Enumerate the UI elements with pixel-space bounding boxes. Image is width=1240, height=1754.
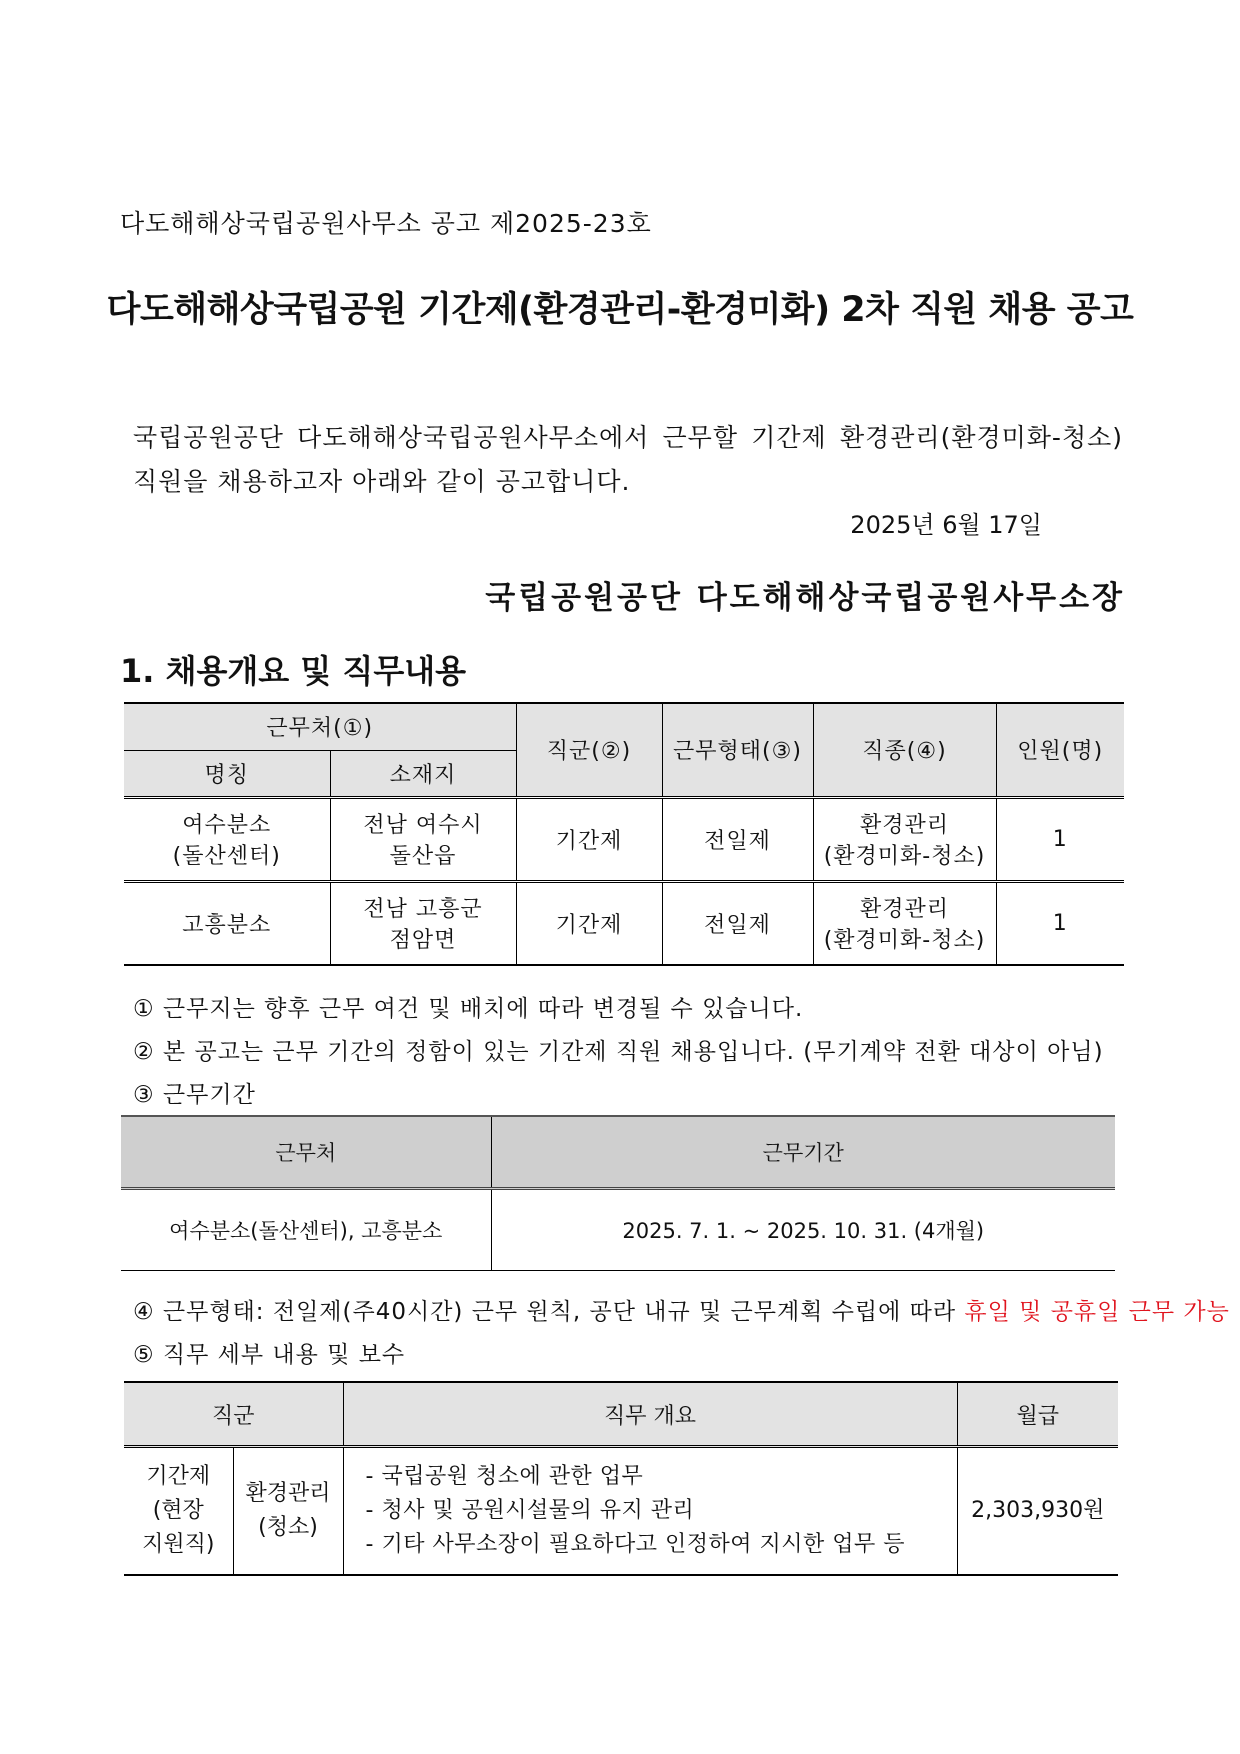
note-4 — [133, 1293, 1230, 1326]
issuer: 국립공원공단 다도해해상국립공원사무소장 — [485, 580, 1125, 616]
note-3: ③ 근무기간 — [133, 1082, 256, 1108]
cell-name: 고흥분소 — [124, 881, 330, 965]
cell-line: (돌산센터) — [172, 844, 281, 869]
cell-line: 전남 고흥군 — [363, 897, 483, 923]
cell-line: 환경관리 — [859, 813, 949, 838]
job-details-table — [124, 1381, 1118, 1576]
cell-name — [124, 797, 330, 881]
note-2: ② 본 공고는 근무 기간의 정함이 있는 기간제 직원 채용입니다. (무기계약 전환 대상이 아님) — [133, 1039, 1104, 1065]
cell-job-group — [124, 1447, 233, 1576]
cell-line: 환경관리 — [245, 1481, 331, 1506]
header-work-type: 근무형태(③) — [662, 703, 813, 797]
note-4-highlight: 휴일 및 공휴일 근무 가능 — [964, 1299, 1230, 1325]
duty-item: - 기타 사무소장이 필요하다고 인정하여 지시한 업무 등 — [365, 1532, 905, 1557]
header-period: 근무기간 — [491, 1116, 1115, 1189]
cell-line: 지원직) — [142, 1532, 215, 1557]
cell-line: 기간제 — [146, 1464, 211, 1489]
table-row — [124, 1447, 1118, 1576]
table-row — [124, 797, 1124, 881]
recruitment-overview-table — [124, 702, 1124, 966]
header-headcount: 인원(명) — [996, 703, 1124, 797]
cell-work-type: 전일제 — [662, 881, 813, 965]
table-row — [124, 881, 1124, 965]
cell-line: 점암면 — [389, 928, 457, 954]
header-job-type: 직종(④) — [813, 703, 996, 797]
cell-headcount: 1 — [996, 797, 1124, 881]
cell-line: 여수분소 — [182, 813, 272, 838]
table-header-row — [124, 703, 1124, 750]
cell-location — [330, 881, 516, 965]
cell-salary: 2,303,930원 — [957, 1447, 1118, 1576]
cell-location — [330, 797, 516, 881]
cell-job-type — [813, 881, 996, 965]
note-5: ⑤ 직무 세부 내용 및 보수 — [133, 1342, 406, 1368]
table-header-row — [121, 1116, 1115, 1189]
table-row — [121, 1189, 1115, 1271]
header-salary: 월급 — [957, 1382, 1118, 1447]
work-period-table — [121, 1115, 1115, 1271]
cell-line: (환경미화-청소) — [823, 928, 986, 954]
cell-job-group: 기간제 — [516, 797, 662, 881]
note-4-text: ④ 근무형태: 전일제(주40시간) 근무 원칙, 공단 내규 및 근무계획 수립에 따라 — [133, 1299, 965, 1325]
header-name: 명칭 — [124, 750, 330, 797]
header-job-group: 직군 — [124, 1382, 343, 1447]
cell-line: 환경관리 — [859, 897, 949, 923]
duty-item: - 국립공원 청소에 관한 업무 — [365, 1464, 644, 1489]
intro-line-1: 국립공원공단 다도해해상국립공원사무소에서 근무할 기간제 환경관리(환경미화-청소) — [133, 423, 1123, 452]
note-1: ① 근무지는 향후 근무 여건 및 배치에 따라 변경될 수 있습니다. — [133, 996, 804, 1022]
document-title: 다도해해상국립공원 기간제(환경관리-환경미화) 2차 직원 채용 공고 — [106, 290, 1134, 330]
header-workplace: 근무처(①) — [124, 703, 516, 750]
notice-date: 2025년 6월 17일 — [850, 511, 1042, 539]
table-header-row — [124, 1382, 1118, 1447]
cell-job-type — [813, 797, 996, 881]
header-job-group: 직군(②) — [516, 703, 662, 797]
cell-line: 전남 여수시 — [363, 813, 483, 838]
header-workplace: 근무처 — [121, 1116, 491, 1189]
header-location: 소재지 — [330, 750, 516, 797]
notice-number: 다도해해상국립공원사무소 공고 제2025-23호 — [120, 209, 652, 238]
header-overview: 직무 개요 — [343, 1382, 957, 1447]
cell-workplace: 여수분소(돌산센터), 고흥분소 — [121, 1189, 491, 1271]
cell-duties — [343, 1447, 957, 1576]
cell-line: 돌산읍 — [389, 844, 457, 869]
cell-work-type: 전일제 — [662, 797, 813, 881]
cell-line: (환경미화-청소) — [823, 844, 986, 869]
cell-period: 2025. 7. 1. ~ 2025. 10. 31. (4개월) — [491, 1189, 1115, 1271]
cell-job-group: 기간제 — [516, 881, 662, 965]
section-title-recruitment-overview: 1. 채용개요 및 직무내용 — [120, 652, 467, 690]
intro-line-2: 직원을 채용하고자 아래와 같이 공고합니다. — [133, 467, 631, 496]
cell-line: (현장 — [152, 1498, 204, 1523]
cell-headcount: 1 — [996, 881, 1124, 965]
cell-job-subgroup — [233, 1447, 343, 1576]
duty-item: - 청사 및 공원시설물의 유지 관리 — [365, 1498, 695, 1523]
cell-line: (청소) — [258, 1515, 318, 1540]
